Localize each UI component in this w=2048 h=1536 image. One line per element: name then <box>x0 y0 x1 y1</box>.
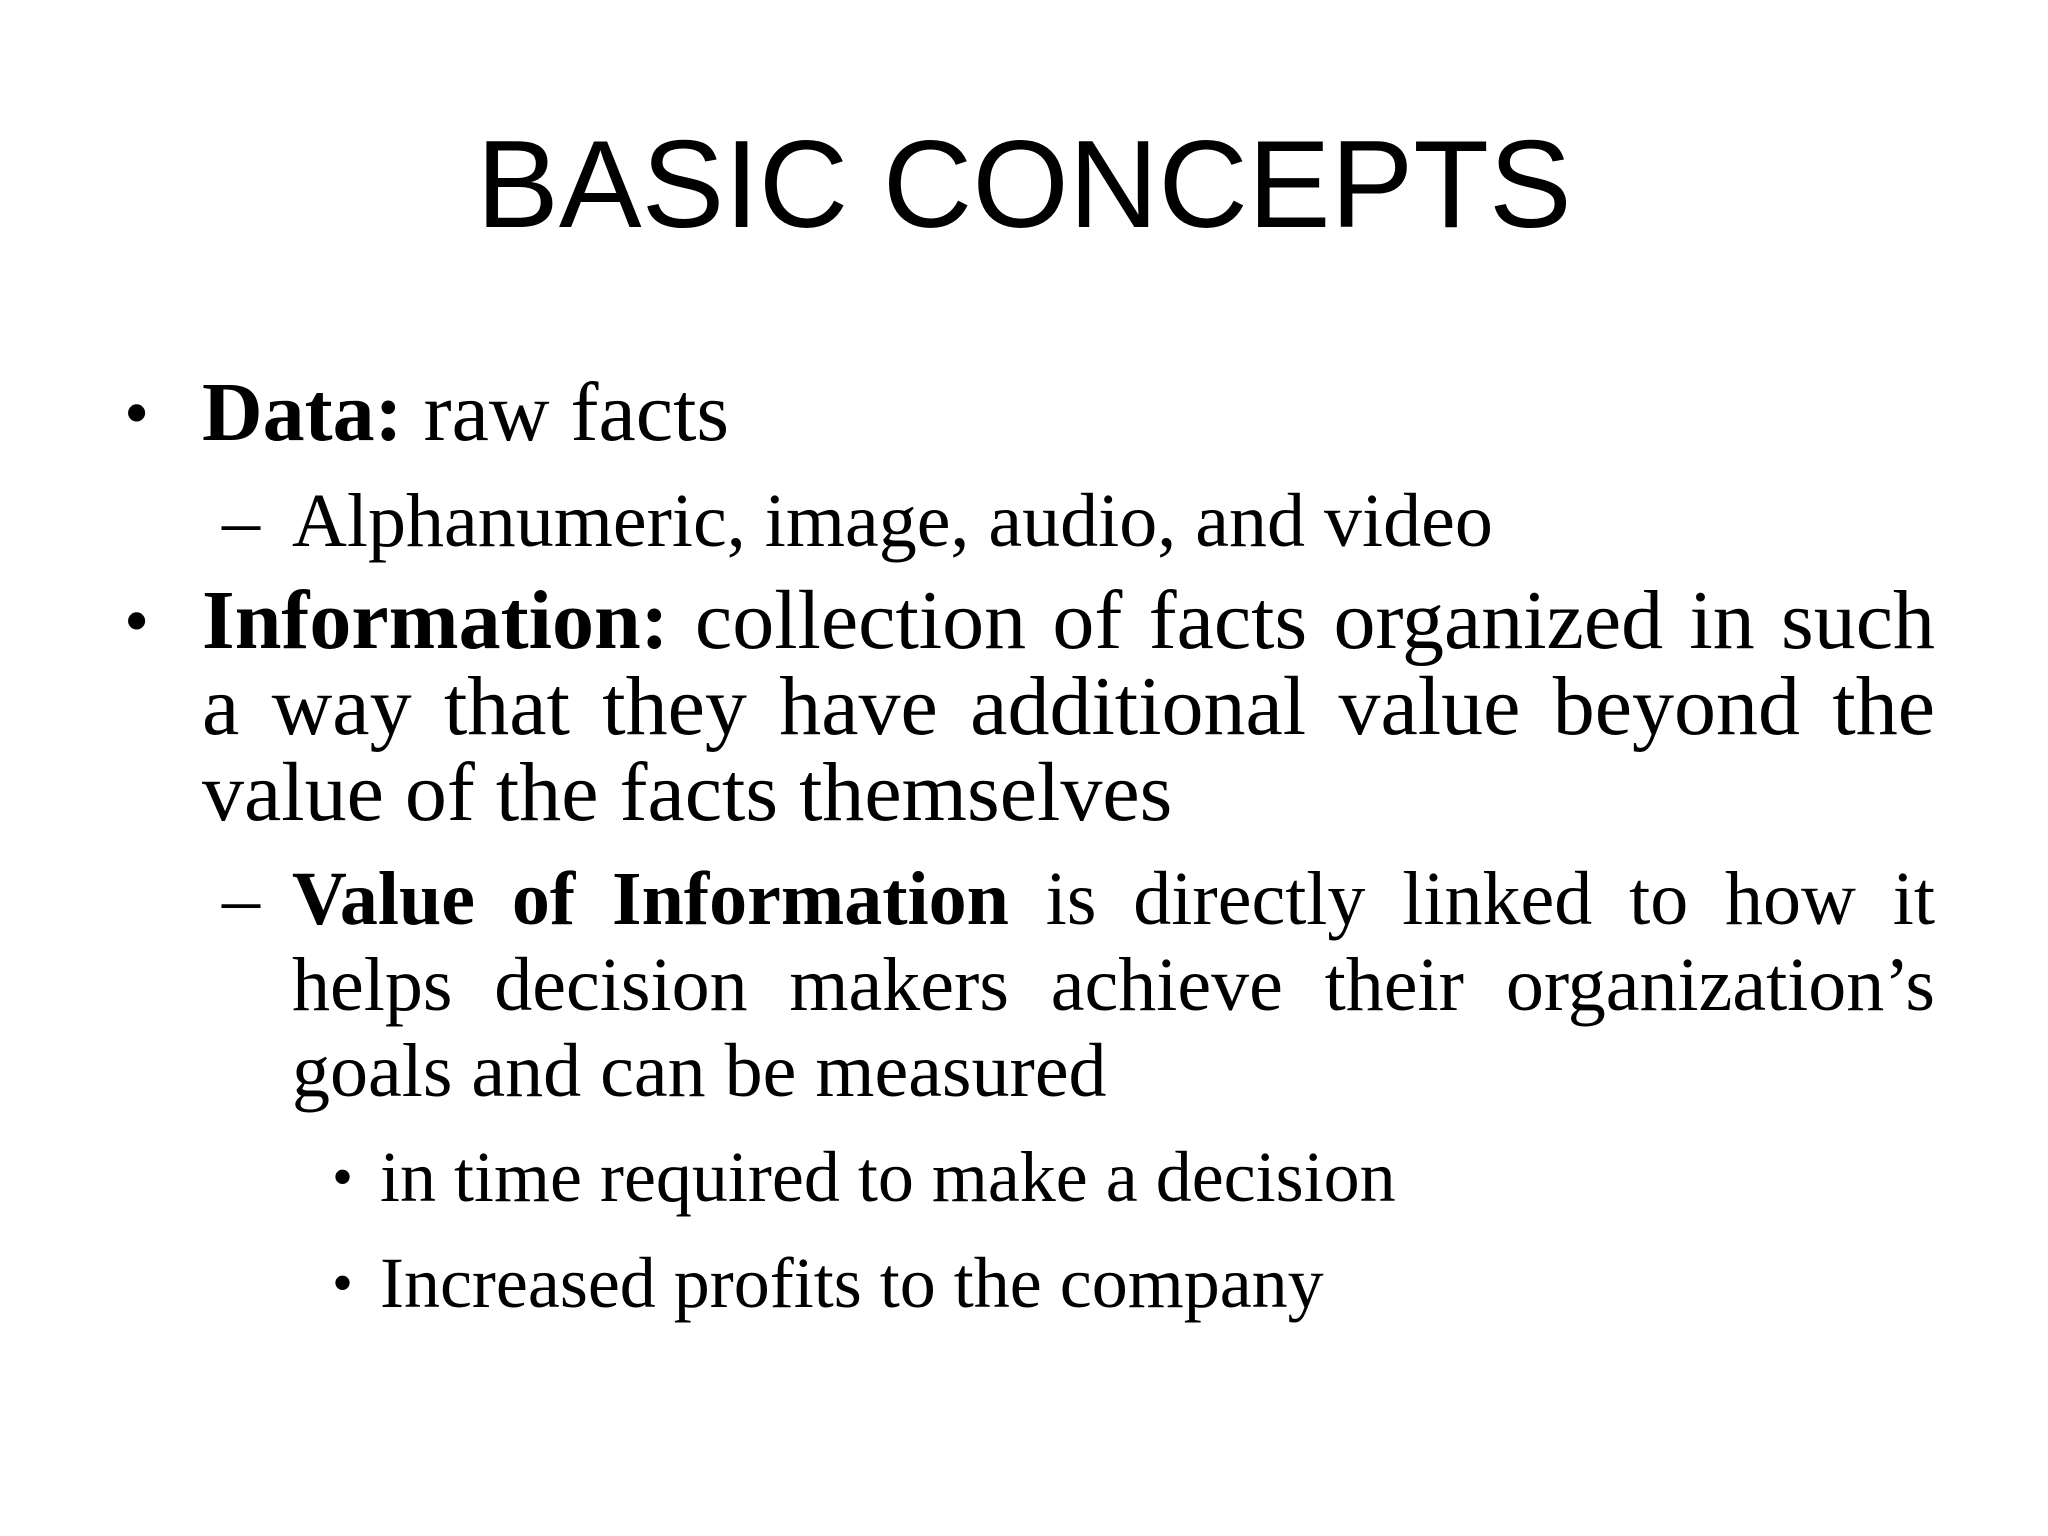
sub-sub-bullet-dot: • <box>332 1144 354 1210</box>
sub-sub-bullet-profits: Increased profits to the company <box>380 1243 1324 1323</box>
term-information: Information: <box>202 574 669 667</box>
bullet-dot: • <box>124 581 150 661</box>
bullet-dot: • <box>124 373 150 453</box>
bullet-data <box>202 366 1935 459</box>
sub-bullet-data-types: Alphanumeric, image, audio, and video <box>292 479 1493 563</box>
bullet-data-text: raw facts <box>402 366 730 459</box>
bullet-information-text: collection of facts organized in such a way that they have additional value beyond the value of the facts themselves <box>202 574 1935 839</box>
term-value-of-information: Value of Information <box>292 857 1009 941</box>
sub-bullet-value-text: is directly linked to how it helps decision makers achieve their organization’s goals and can be measured <box>292 857 1935 1113</box>
bullet-information <box>202 574 1935 839</box>
sub-sub-bullet-dot: • <box>332 1250 354 1316</box>
sub-bullet-dash: – <box>222 479 260 563</box>
sub-bullet-value-of-information <box>292 856 1935 1114</box>
sub-sub-bullet-time: in time required to make a decision <box>380 1137 1396 1217</box>
sub-bullet-dash: – <box>222 857 260 941</box>
term-data: Data: <box>202 366 403 459</box>
slide-title: BASIC CONCEPTS <box>476 116 1572 254</box>
